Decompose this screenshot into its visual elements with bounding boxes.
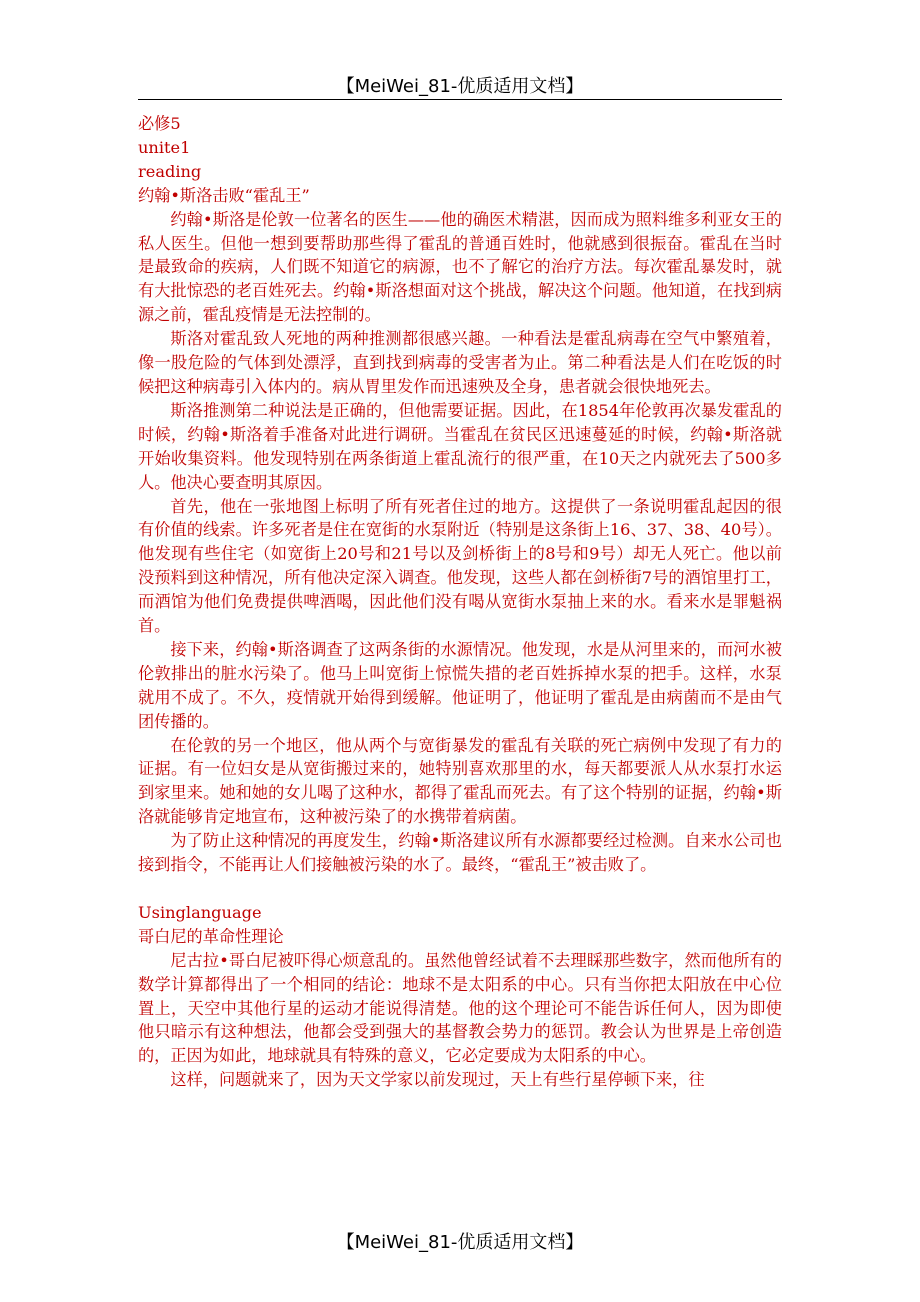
paragraph: 尼古拉•哥白尼被吓得心烦意乱的。虽然他曾经试着不去理睬那些数字，然而他所有的数学计算都得出了一个相同的结论：地球不是太阳系的中心。只有当你把太阳放在中心位置上，天空中其他行星的运动才能说得清楚。他的这个理论可不能告诉任何人，因为即使他只暗示有这种想法，他都会受到强大的基督教会势力的惩罚。教会认为世界是上帝创造的，正因为如此，地球就具有特殊的意义，它必定要成为太阳系的中心。 bbox=[138, 950, 782, 1066]
paragraph: 斯洛推测第二种说法是正确的，但他需要证据。因此，在1854年伦敦再次暴发霍乱的时候，约翰•斯洛着手准备对此进行调研。当霍乱在贫民区迅速蔓延的时候，约翰•斯洛就开始收集资料。他发现特别在两条街道上霍乱流行的很严重，在10天之内就死去了500多人。他决心要查明其原因。 bbox=[138, 400, 782, 492]
paragraph: 这样，问题就来了，因为天文学家以前发现过，天上有些行星停顿下来，往 bbox=[170, 1070, 705, 1090]
article-title: 约翰•斯洛击败“霍乱王” bbox=[138, 185, 310, 205]
paragraph: 首先，他在一张地图上标明了所有死者住过的地方。这提供了一条说明霍乱起因的很有价值的线索。许多死者是住在宽街的水泵附近（特别是这条街上16、37、38、40号）。他发现有些住宅（如宽街上20号和21号以及剑桥街上的8号和9号）却无人死亡。他以前没预料到这种情况，所有他决定深入调查。他发现，这些人都在剑桥街7号的酒馆里打工，而酒馆为他们免费提供啤酒喝，因此他们没有喝从宽街水泵抽上来的水。看来水是罪魁祸首。 bbox=[138, 496, 782, 636]
section-label: Usinglanguage bbox=[138, 902, 262, 922]
section-label: reading bbox=[138, 161, 202, 181]
header-divider bbox=[138, 99, 782, 100]
article-title: 哥白尼的革命性理论 bbox=[138, 926, 284, 946]
paragraph: 接下来，约翰•斯洛调查了这两条街的水源情况。他发现，水是从河里来的，而河水被伦敦排出的脏水污染了。他马上叫宽街上惊慌失措的老百姓拆掉水泵的把手。这样，水泵就用不成了。不久，疫情就开始得到缓解。他证明了，他证明了霍乱是由病菌而不是由气团传播的。 bbox=[138, 639, 782, 731]
paragraph: 斯洛对霍乱致人死地的两种推测都很感兴趣。一种看法是霍乱病毒在空气中繁殖着，像一股危险的气体到处漂浮，直到找到病毒的受害者为止。第二种看法是人们在吃饭的时候把这种病毒引入体内的。病从胃里发作而迅速殃及全身，患者就会很快地死去。 bbox=[138, 329, 782, 396]
book-label: 必修5 bbox=[138, 114, 181, 133]
page-footer: 【MeiWei_81-优质适用文档】 bbox=[336, 1232, 584, 1253]
page-header: 【MeiWei_81-优质适用文档】 bbox=[336, 76, 584, 97]
document-body bbox=[138, 112, 782, 1092]
spacer bbox=[138, 877, 782, 901]
unit-label: unite1 bbox=[138, 137, 191, 157]
paragraph: 在伦敦的另一个地区，他从两个与宽街暴发的霍乱有关联的死亡病例中发现了有力的证据。有一位妇女是从宽街搬过来的，她特别喜欢那里的水，每天都要派人从水泵打水运到家里来。她和她的女儿喝了这种水，都得了霍乱而死去。有了这个特别的证据，约翰•斯洛就能够肯定地宣布，这种被污染了的水携带着病菌。 bbox=[138, 735, 782, 827]
paragraph: 约翰•斯洛是伦敦一位著名的医生——他的确医术精湛，因而成为照料维多利亚女王的私人医生。但他一想到要帮助那些得了霍乱的普通百姓时，他就感到很振奋。霍乱在当时是最致命的疾病，人们既不知道它的病源，也不了解它的治疗方法。每次霍乱暴发时，就有大批惊恐的老百姓死去。约翰•斯洛想面对这个挑战，解决这个问题。他知道，在找到病源之前，霍乱疫情是无法控制的。 bbox=[138, 209, 782, 325]
paragraph: 为了防止这种情况的再度发生，约翰•斯洛建议所有水源都要经过检测。自来水公司也接到指令，不能再让人们接触被污染的水了。最终，“霍乱王”被击败了。 bbox=[138, 831, 782, 875]
